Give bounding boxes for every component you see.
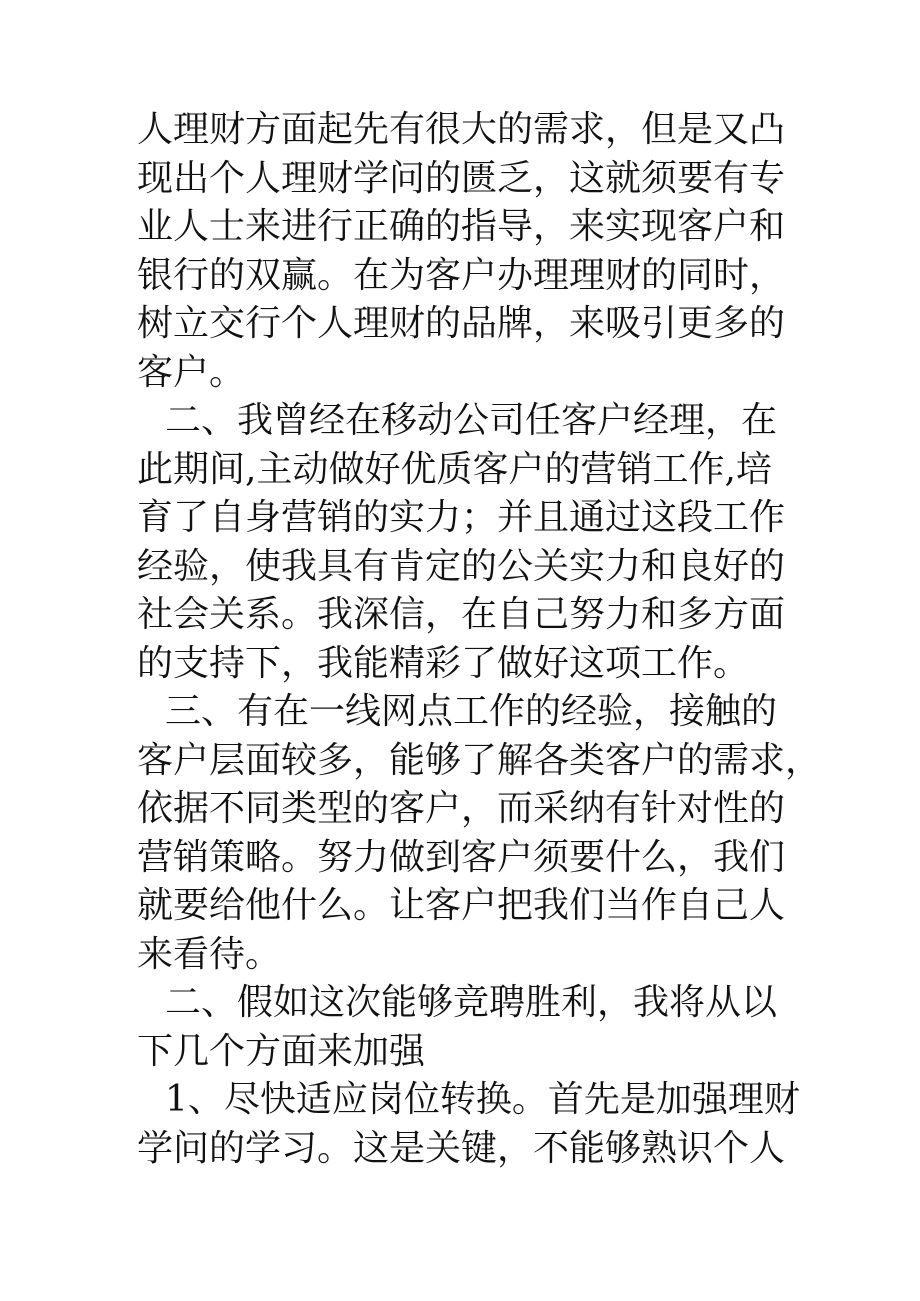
paragraph-start-line: 二、假如这次能够竞聘胜利，我将从以 bbox=[165, 982, 778, 1023]
text-line: 客户层面较多，能够了解各类客户的需求， bbox=[137, 739, 822, 781]
paragraph-start-line: 三、有在一线网点工作的经验，接触的 bbox=[165, 691, 778, 732]
text-line: 人理财方面起先有很大的需求，但是又凸 bbox=[137, 109, 786, 150]
text-line: 树立交行个人理财的品牌，来吸引更多的 bbox=[137, 303, 786, 344]
text-line: 社会关系。我深信，在自己努力和多方面 bbox=[137, 594, 786, 635]
text-line: 就要给他什么。让客户把我们当作自己人 bbox=[137, 885, 786, 926]
text-line: 经验，使我具有肯定的公关实力和良好的 bbox=[137, 545, 786, 587]
text-line: 现出个人理财学问的匮乏，这就须要有专 bbox=[137, 157, 786, 199]
text-line: 银行的双赢。在为客户办理理财的同时， bbox=[137, 254, 786, 296]
text-line: 此期间,主动做好优质客户的营销工作,培 bbox=[137, 448, 772, 490]
text-line: 依据不同类型的客户，而采纳有针对性的 bbox=[137, 788, 786, 829]
body-text bbox=[137, 106, 822, 1173]
text-line: 营销策略。努力做到客户须要什么，我们 bbox=[137, 836, 786, 878]
text-line: 来看待。 bbox=[137, 933, 282, 975]
text-line: 的支持下，我能精彩了做好这项工作。 bbox=[137, 642, 750, 684]
text-line: 下几个方面来加强 bbox=[137, 1030, 426, 1072]
text-line: 客户。 bbox=[137, 351, 246, 393]
paragraph-start-line: 二、我曾经在移动公司任客户经理，在 bbox=[165, 400, 778, 441]
text-line: 育了自身营销的实力；并且通过这段工作 bbox=[137, 497, 786, 538]
text-line: 学问的学习。这是关键，不能够熟识个人 bbox=[137, 1127, 786, 1169]
paragraph-start-line: 1、尽快适应岗位转换。首先是加强理财 bbox=[165, 1079, 800, 1120]
text-line: 业人士来进行正确的指导，来实现客户和 bbox=[137, 206, 786, 247]
